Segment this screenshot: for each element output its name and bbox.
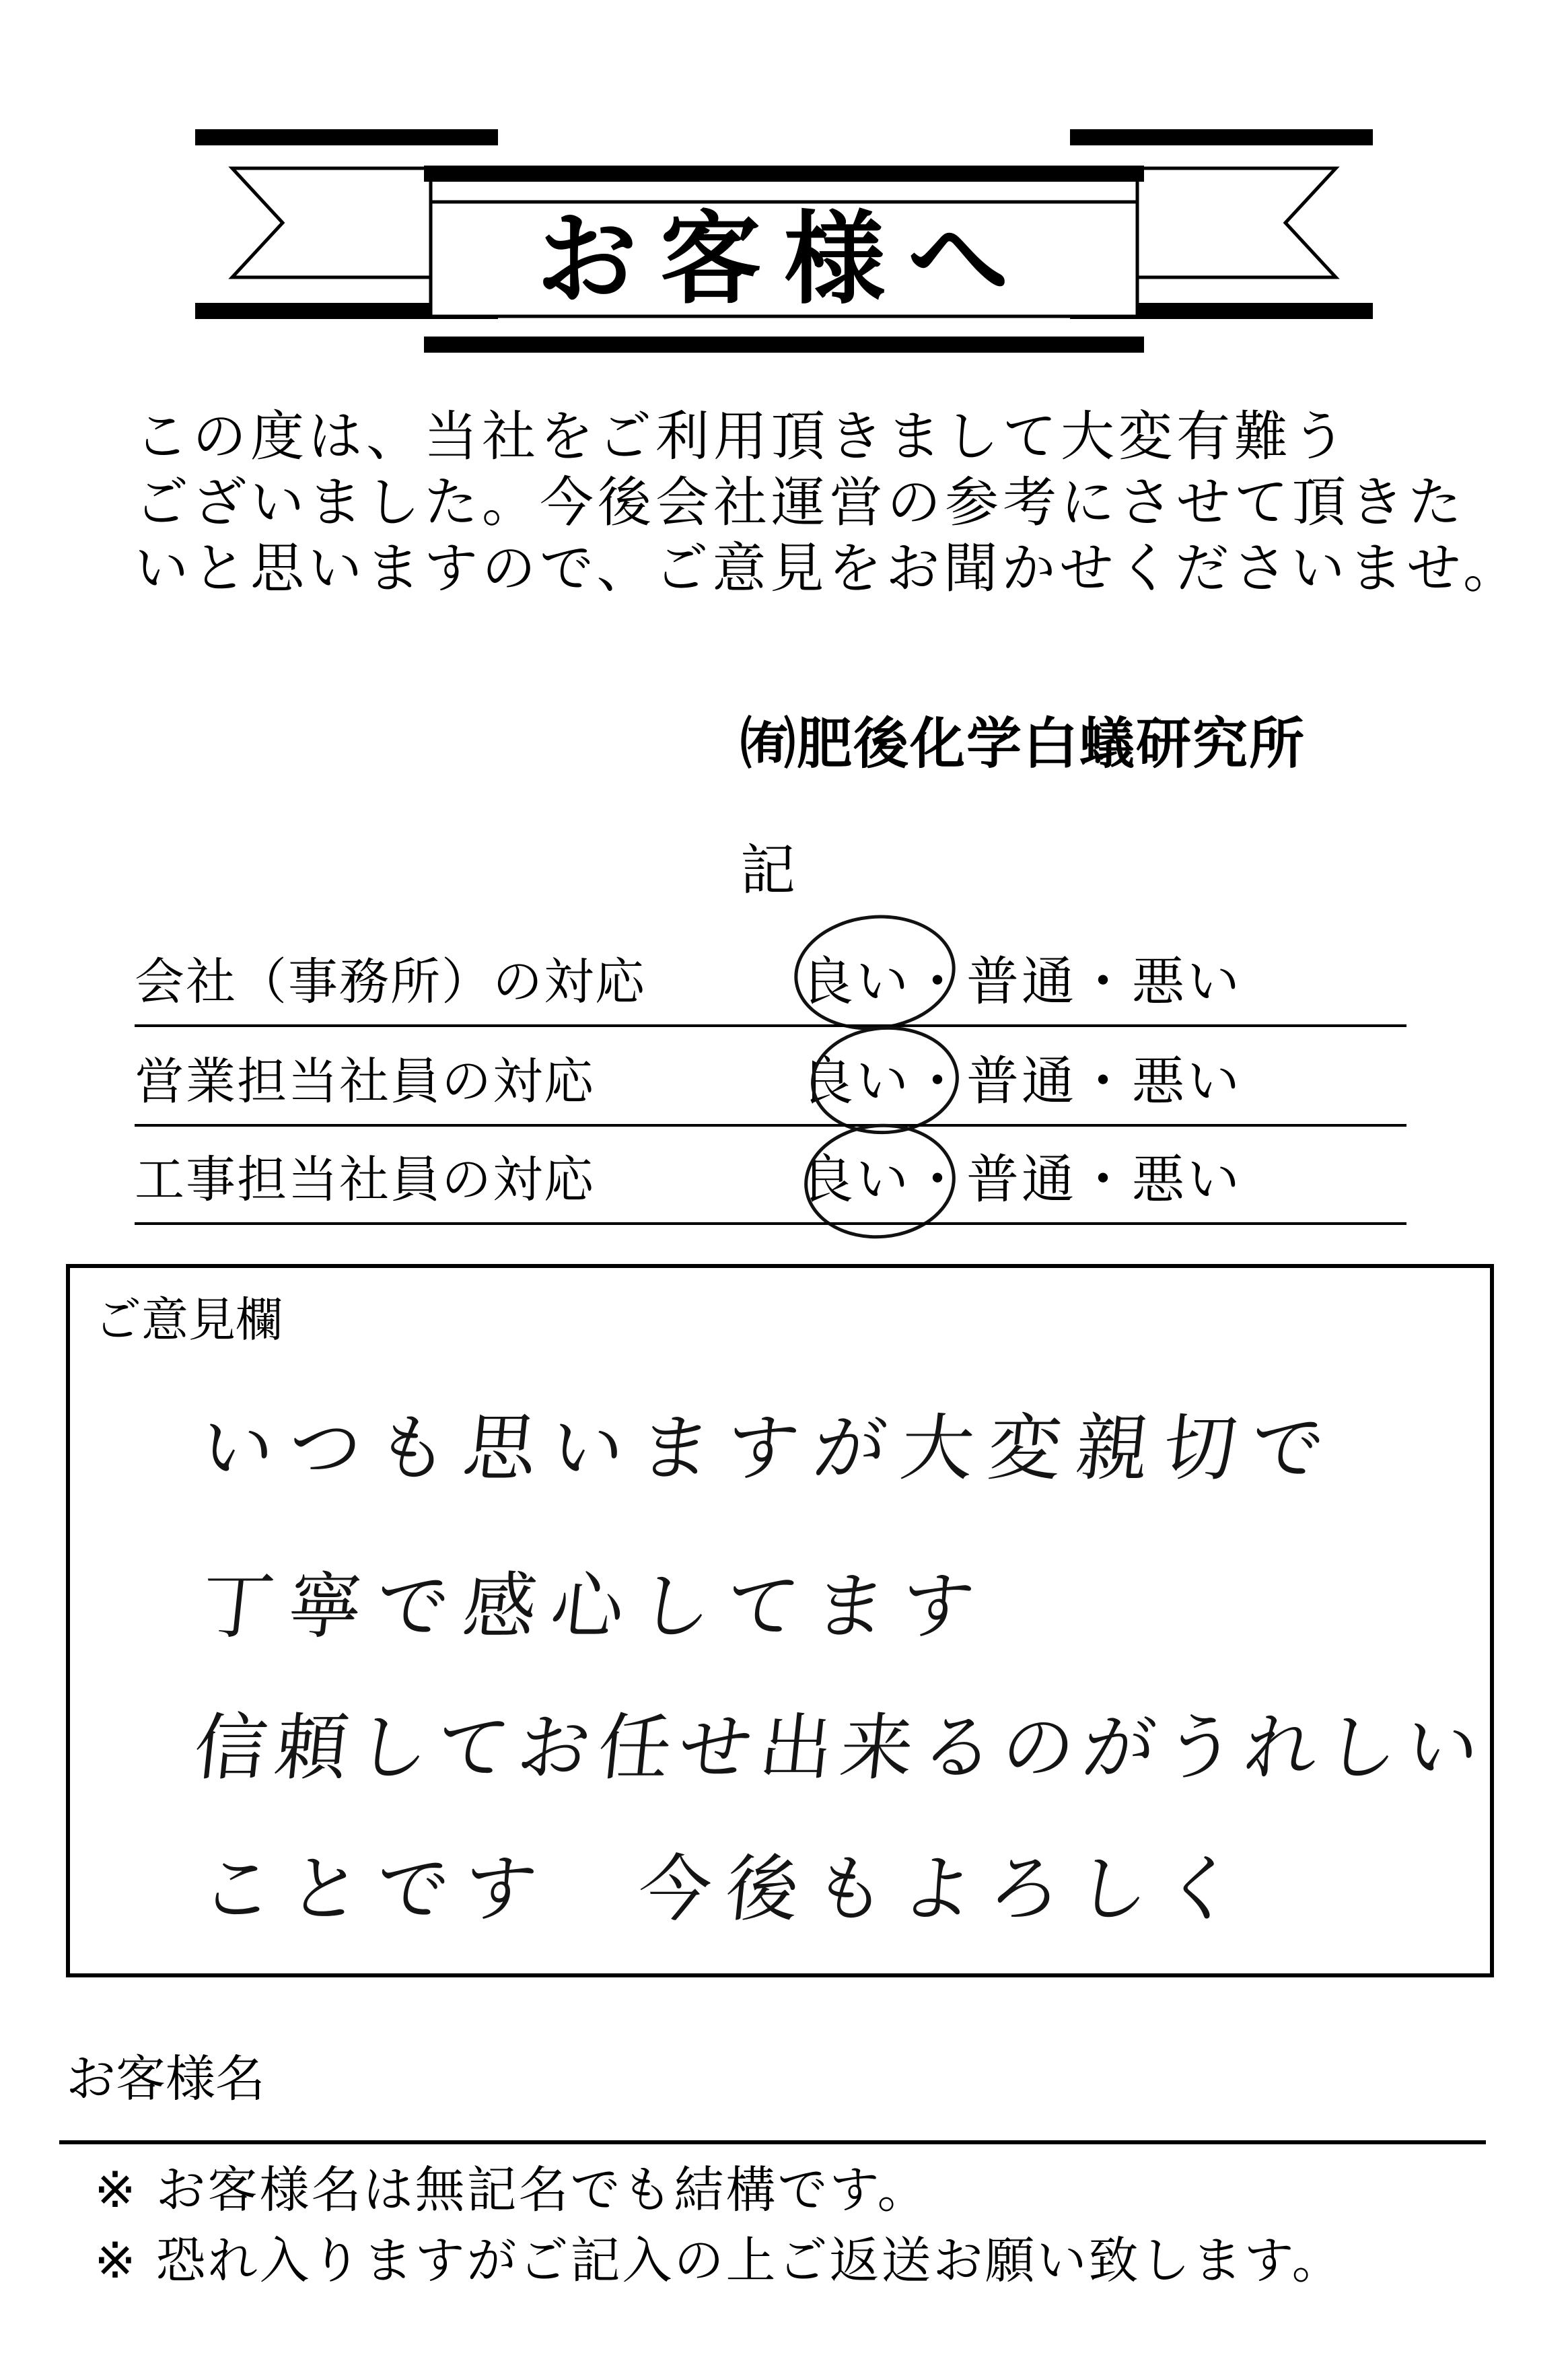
handwritten-comment-line-2: 丁寧で感心してます xyxy=(197,1565,993,1649)
customer-name-label: お客様名 xyxy=(66,2050,265,2108)
selected-circle-construction xyxy=(799,1118,960,1245)
rating-divider xyxy=(135,1124,1406,1127)
handwritten-comment-line-3: 信頼してお任せ出来るのがうれしい xyxy=(190,1706,1491,1790)
handwritten-comment-line-1: いつも思いますが大変親切で xyxy=(197,1407,1343,1491)
page-title: お客様へ xyxy=(536,200,1032,318)
note-please-return: ※ 恐れ入りますがご記入の上ご返送お願い致します。 xyxy=(94,2232,1344,2290)
record-heading: 記 xyxy=(740,839,796,903)
rating-label-sales: 営業担当社員の対応 xyxy=(135,1053,595,1111)
intro-line-1: この度は、当社をご利用頂きまして大変有難う xyxy=(135,405,1350,468)
note-anonymous-ok: ※ お客様名は無記名でも結構です。 xyxy=(94,2161,929,2219)
rating-divider xyxy=(135,1024,1406,1027)
rating-label-office: 会社（事務所）の対応 xyxy=(135,953,646,1011)
intro-line-2: ございました。今後会社運営の参考にさせて頂きた xyxy=(135,471,1466,534)
comment-title: ご意見欄 xyxy=(94,1292,283,1347)
intro-paragraph xyxy=(135,404,1521,602)
rating-options-sales: 良い・普通・悪い xyxy=(801,1051,1243,1112)
company-name: ㈲肥後化学白蟻研究所 xyxy=(740,712,1306,776)
customer-name-line[interactable] xyxy=(59,2140,1486,2144)
title-banner xyxy=(0,0,1568,377)
rating-label-construction: 工事担当社員の対応 xyxy=(135,1151,595,1209)
selected-circle-office xyxy=(789,907,961,1038)
handwritten-comment-line-4: ことです 今後もよろしく xyxy=(197,1848,1256,1932)
rating-divider xyxy=(135,1222,1406,1225)
intro-line-3: いと思いますので、ご意見をお聞かせくださいませ。 xyxy=(135,537,1521,600)
rating-options-office: 良い・普通・悪い xyxy=(801,952,1243,1012)
rating-options-construction: 良い・普通・悪い xyxy=(801,1150,1243,1210)
